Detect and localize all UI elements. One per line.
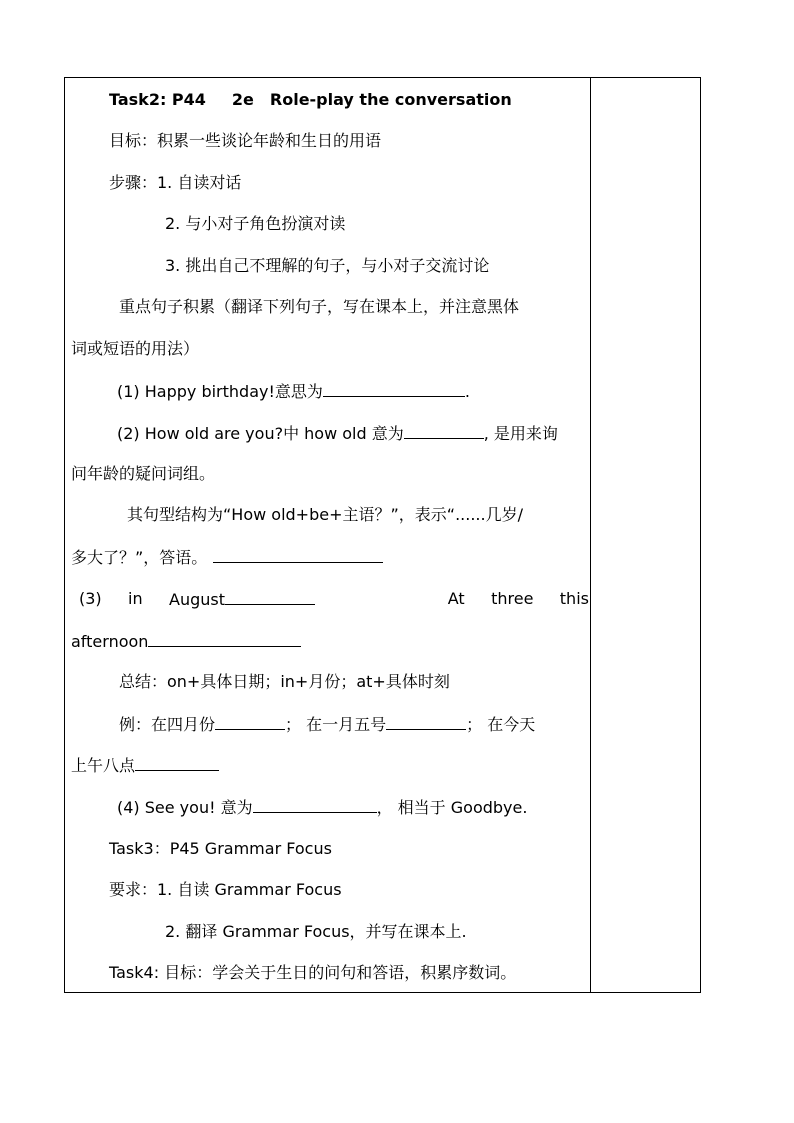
task3-requirement-2: 2. 翻译 Grammar Focus，并写在课本上. xyxy=(165,922,467,941)
task2-step-2: 2. 与小对子角色扮演对读 xyxy=(165,214,346,233)
question-3-august: August xyxy=(169,589,315,610)
example-april-blank[interactable] xyxy=(215,714,285,730)
example-eight-am: 上午八点 xyxy=(71,756,136,775)
question-4-text: (4) See you! 意为 xyxy=(117,798,253,817)
question-1 xyxy=(117,381,470,402)
example-january-blank[interactable] xyxy=(386,714,466,730)
question-2-answer-label: 多大了？”，答语。 xyxy=(71,548,208,567)
question-2-line-2: 问年龄的疑问词组。 xyxy=(71,464,216,483)
question-3-number: (3) xyxy=(79,589,102,608)
question-2-answer-blank[interactable] xyxy=(213,547,383,563)
task3-requirement-1: 要求：1. 自读 Grammar Focus xyxy=(109,880,342,899)
content-cell xyxy=(65,78,590,992)
question-4-end: ， 相当于 Goodbye. xyxy=(376,798,528,817)
question-3-august-blank[interactable] xyxy=(225,589,315,605)
question-3-afternoon: afternoon xyxy=(71,632,149,651)
notes-cell[interactable] xyxy=(591,78,700,992)
example-january: ； 在一月五号 xyxy=(285,715,387,734)
question-3-word-at: At xyxy=(447,589,465,608)
question-2-line-4 xyxy=(71,547,383,568)
example-today: ； 在今天 xyxy=(466,715,536,734)
question-3-line-2 xyxy=(71,631,301,652)
task2-title-section: 2e xyxy=(231,90,254,109)
question-3-afternoon-blank[interactable] xyxy=(148,631,301,647)
task2-step-3: 3. 挑出自己不理解的句子，与小对子交流讨论 xyxy=(165,256,490,275)
question-1-text: (1) Happy birthday!意思为 xyxy=(117,382,323,401)
summary-line: 总结：on+具体日期；in+月份；at+具体时刻 xyxy=(119,672,450,691)
key-sentences-intro-1: 重点句子积累（翻译下列句子，写在课本上，并注意黑体 xyxy=(119,297,520,316)
question-2-blank[interactable] xyxy=(404,423,484,439)
question-3-row xyxy=(79,589,589,610)
task2-goal: 目标：积累一些谈论年龄和生日的用语 xyxy=(109,131,382,150)
task4-title: Task4: 目标：学会关于生日的问句和答语，积累序数词。 xyxy=(109,963,517,982)
question-3-word-three: three xyxy=(491,589,534,608)
example-line xyxy=(119,714,535,735)
question-1-end: . xyxy=(464,382,470,401)
worksheet-table xyxy=(64,77,701,993)
question-3-word-in: in xyxy=(128,589,143,608)
question-3 xyxy=(79,589,589,610)
task2-title-page: Task2: P44 xyxy=(109,90,206,109)
task3-title: Task3：P45 Grammar Focus xyxy=(109,839,332,858)
example-eight-am-blank[interactable] xyxy=(135,755,219,771)
key-sentences-intro-2: 词或短语的用法） xyxy=(71,339,200,358)
task2-title xyxy=(109,90,512,110)
example-line-2 xyxy=(71,755,219,776)
question-2-text: (2) How old are you?中 how old 意为 xyxy=(117,424,404,443)
question-2 xyxy=(117,423,558,444)
task2-title-activity: Role-play the conversation xyxy=(269,90,512,109)
question-1-blank[interactable] xyxy=(323,381,465,397)
question-2-line-3: 其句型结构为“How old+be+主语？”，表示“......几岁/ xyxy=(127,505,523,524)
example-april: 例：在四月份 xyxy=(119,715,216,734)
question-4 xyxy=(117,797,527,818)
question-2-end: , 是用来询 xyxy=(483,424,558,443)
question-4-blank[interactable] xyxy=(253,797,377,813)
task2-step-1: 步骤：1. 自读对话 xyxy=(109,173,242,192)
question-3-word-this: this xyxy=(559,589,589,608)
